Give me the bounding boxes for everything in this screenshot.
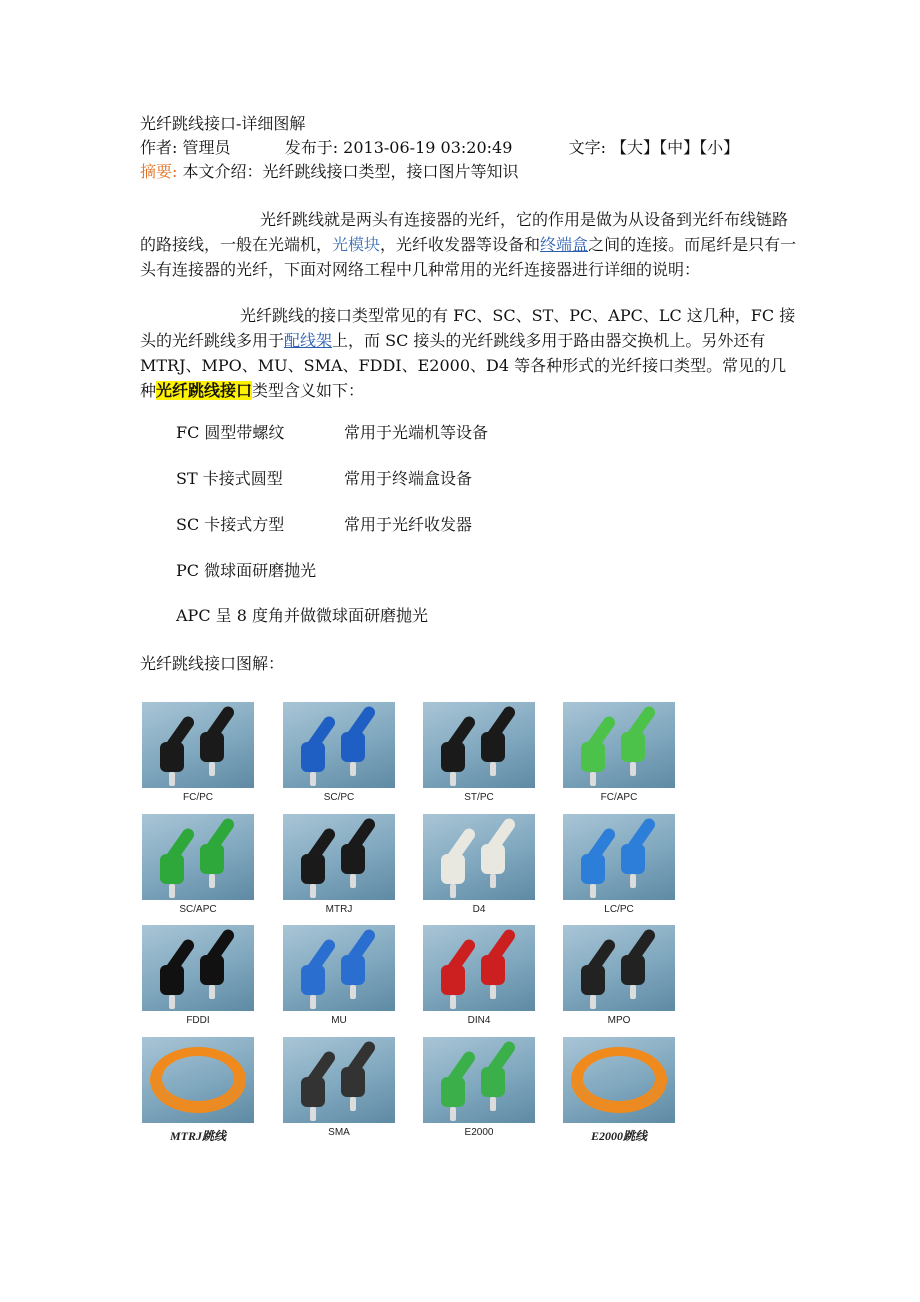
connector-photo [283,814,395,900]
connector-ferrule [490,874,496,888]
connector-body [481,955,505,985]
connector-cell [140,700,256,810]
font-large-button[interactable]: 【大】 [611,138,660,157]
connector-caption: MU [331,1015,347,1026]
link-optical-module[interactable]: 光模块 [332,235,381,254]
connector-cell [140,812,256,922]
connector-ferrule [630,985,636,999]
connector-ferrule [450,1107,456,1121]
author-name: 管理员 [182,138,231,157]
type-item-apc [176,604,428,628]
summary-text: 本文介绍：光纤跳线接口类型，接口图片等知识 [182,162,519,181]
cable-coil [159,1053,237,1104]
type-item-sc [176,513,472,537]
connector-body [160,854,184,884]
connector-caption: E2000跳线 [590,1129,647,1143]
published-time: 2013-06-19 03:20:49 [343,138,513,157]
intro-text-2: ，光纤收发器等设备和 [380,235,541,254]
connector-body [200,955,224,985]
connector-cell [561,700,677,810]
article-summary [140,160,519,184]
type-item-pc [176,559,316,583]
connector-ferrule [450,884,456,898]
connector-ferrule [490,1097,496,1111]
connector-body [301,854,325,884]
types-text-3: 类型含义如下： [252,381,365,400]
font-size-label: 文字: [568,138,612,157]
connector-body [301,965,325,995]
connector-cell [281,700,397,810]
connector-body [581,742,605,772]
connector-caption: FC/PC [183,792,213,803]
connector-caption: SC/PC [323,792,355,803]
connector-body [200,732,224,762]
connector-photo [563,702,675,788]
connector-body [341,844,365,874]
connector-caption: SC/APC [179,904,217,915]
connector-body [160,742,184,772]
connector-body [481,732,505,762]
connector-ferrule [630,762,636,776]
connector-photo [142,1037,254,1123]
connector-ferrule [169,772,175,786]
connector-ferrule [350,1097,356,1111]
connector-ferrule [169,995,175,1009]
connector-cell [281,812,397,922]
connector-ferrule [209,874,215,888]
connector-ferrule [209,985,215,999]
type-desc: 常用于光端机等设备 [344,423,489,442]
connector-caption: FC/APC [600,792,638,803]
connector-cell [561,1035,677,1145]
connector-caption: DIN4 [467,1015,491,1026]
types-text-2: 上，而 SC 接头的光纤跳线多用于路由器交换机上。另外还有 MTRJ、MPO、MU、SMA、FDDI、E2000、D4 等各种形式的光纤接口类型。常见的几种 [140,331,787,400]
connector-body [481,1067,505,1097]
cable-coil [580,1053,658,1104]
connector-ferrule [590,772,596,786]
connector-photo [423,814,535,900]
connector-cell [421,812,537,922]
article-title: 光纤跳线接口-详细图解 [140,114,306,133]
connector-body [481,844,505,874]
connector-cell [281,1035,397,1145]
connector-ferrule [490,762,496,776]
article-meta [140,136,739,160]
connector-caption: D4 [472,904,486,915]
connector-ferrule [450,772,456,786]
link-terminal-box[interactable]: 终端盒 [540,235,589,254]
connector-cell [561,923,677,1033]
connector-ferrule [350,985,356,999]
connector-body [301,742,325,772]
connector-body [621,955,645,985]
connector-photo [283,925,395,1011]
connector-cell [421,1035,537,1145]
types-text-1: 光纤跳线的接口类型常见的有 FC、SC、ST、PC、APC、LC 这几种，FC 接头的光纤跳线多用于 [140,306,796,350]
highlight-keyword[interactable]: 光纤跳线接口 [156,381,253,400]
connector-caption: FDDI [186,1015,210,1026]
intro-paragraph [140,207,800,282]
connector-ferrule [590,995,596,1009]
connector-cell [140,923,256,1033]
connector-photo [563,1037,675,1123]
type-item-st [176,467,472,491]
type-term: ST 卡接式圆型 [176,469,283,488]
connector-body [200,844,224,874]
connector-photo [142,925,254,1011]
type-term: PC 微球面研磨抛光 [176,561,317,580]
connector-body [441,854,465,884]
link-patch-panel[interactable]: 配线架 [284,331,333,350]
connector-body [581,965,605,995]
connector-caption: MPO [607,1015,631,1026]
connector-caption: ST/PC [464,792,494,803]
connector-cell [421,923,537,1033]
types-paragraph [140,303,800,403]
connector-cell [421,700,537,810]
type-desc: 常用于光纤收发器 [344,515,473,534]
connector-body [301,1077,325,1107]
intro-text-3: 之间的连接。而尾纤是只有一头有连接器的光纤，下面对网络工程中几种常用的光纤连接器进行详细的说明： [140,235,797,279]
connector-body [441,742,465,772]
summary-label: 摘要: [140,162,183,181]
connector-caption: SMA [328,1127,350,1138]
connector-body [621,732,645,762]
connector-cell [561,812,677,922]
connector-body [441,1077,465,1107]
connector-cell [281,923,397,1033]
connector-ferrule [310,995,316,1009]
author-label: 作者: [140,138,183,157]
connector-ferrule [590,884,596,898]
connector-ferrule [209,762,215,776]
connector-ferrule [310,884,316,898]
type-term: FC 圆型带螺纹 [176,423,285,442]
connector-ferrule [310,1107,316,1121]
connector-body [160,965,184,995]
connector-ferrule [169,884,175,898]
font-small-button[interactable]: 【小】 [699,138,740,157]
connector-caption: MTRJ跳线 [169,1129,226,1143]
connector-ferrule [490,985,496,999]
connector-caption: MTRJ [325,904,353,915]
connector-ferrule [350,874,356,888]
connector-ferrule [350,762,356,776]
connector-photo [423,702,535,788]
connector-photo [142,702,254,788]
connector-photo [283,1037,395,1123]
connector-caption: LC/PC [604,904,634,915]
connector-photo [423,1037,535,1123]
connector-photo [142,814,254,900]
connector-cell [140,1035,256,1145]
connector-figure [140,700,685,1146]
type-item-fc [176,421,488,445]
connector-photo [283,702,395,788]
connector-body [581,854,605,884]
type-term: SC 卡接式方型 [176,515,285,534]
connector-body [621,844,645,874]
connector-ferrule [310,772,316,786]
connector-body [341,1067,365,1097]
connector-ferrule [450,995,456,1009]
connector-body [441,965,465,995]
connector-photo [563,925,675,1011]
connector-caption: E2000 [464,1127,494,1138]
connector-ferrule [630,874,636,888]
figure-title: 光纤跳线接口图解： [140,654,285,673]
font-medium-button[interactable]: 【中】 [659,138,700,157]
connector-photo [563,814,675,900]
connector-body [341,732,365,762]
type-desc: 常用于终端盒设备 [344,469,473,488]
connector-body [341,955,365,985]
connector-photo [423,925,535,1011]
published-label: 发布于: [284,138,344,157]
type-term: APC 呈 8 度角并做微球面研磨抛光 [176,606,429,625]
intro-text-1: 光纤跳线就是两头有连接器的光纤，它的作用是做为从设备到光纤布线链路的路接线，一般在光端机， [140,210,789,254]
